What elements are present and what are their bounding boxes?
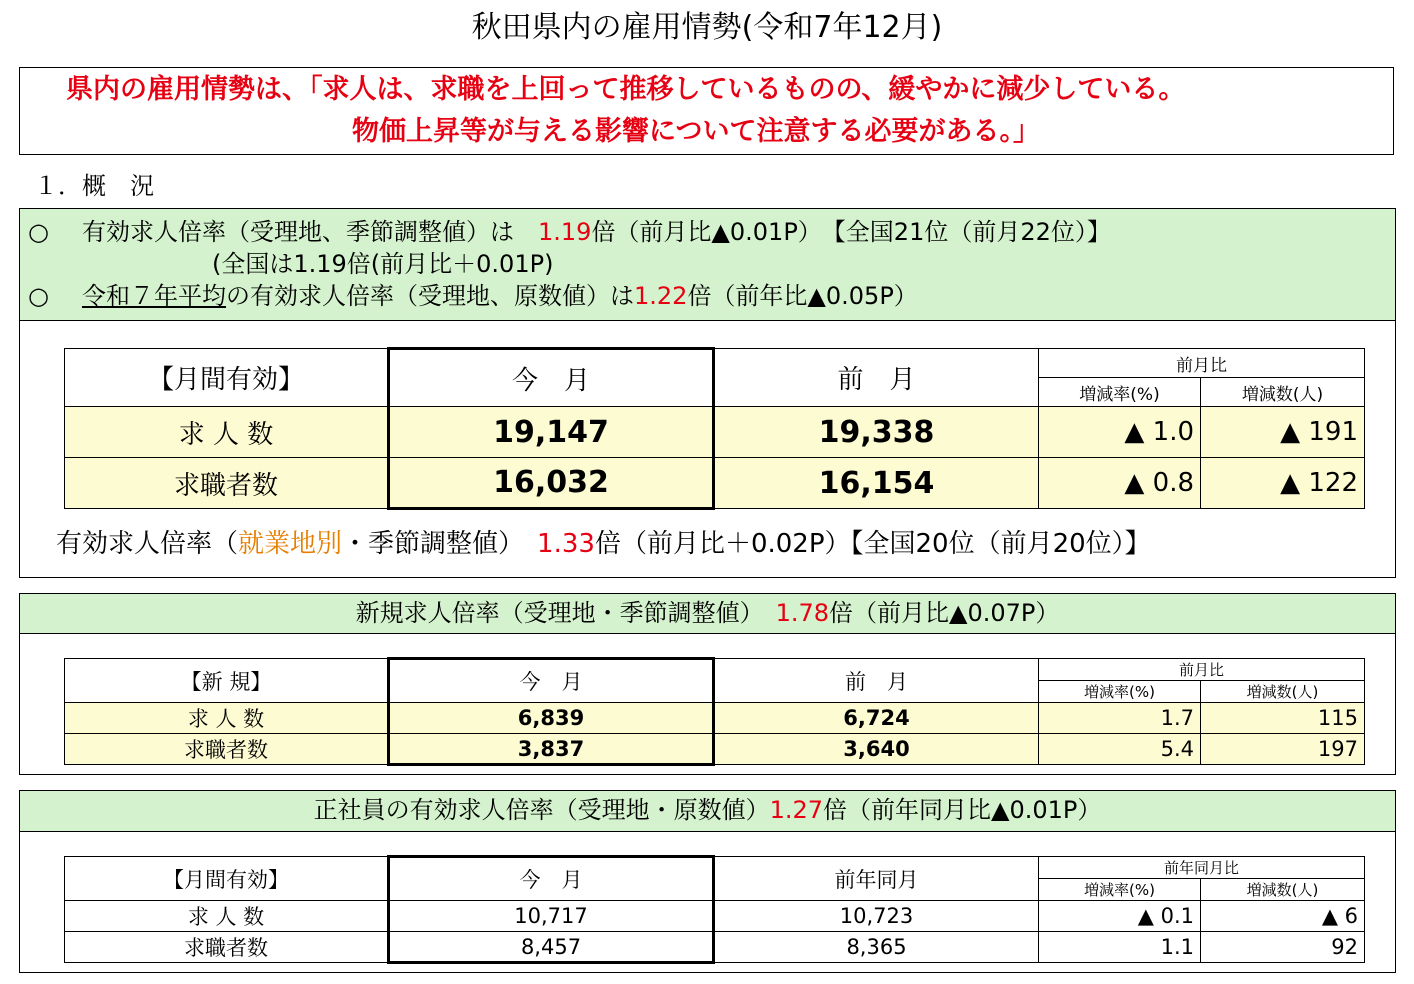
page-title: 秋田県内の雇用情勢(令和7年12月) — [471, 10, 943, 45]
headline-line-2: 物価上昇等が与える影響について注意する必要がある。」 — [352, 116, 1040, 147]
row-label: 求 人 数 — [65, 407, 389, 458]
table-row — [65, 458, 1365, 509]
table1-header-previous: 前 月 — [714, 349, 1039, 407]
change-rate: ▲ 0.1 — [1039, 901, 1201, 932]
current-value: 19,147 — [389, 407, 714, 458]
annual-ratio-value: 1.22 — [634, 282, 688, 310]
previous-value: 8,365 — [714, 932, 1039, 963]
current-value: 10,717 — [389, 901, 714, 932]
table3-header-rate: 増減率(%) — [1039, 879, 1201, 901]
previous-value: 19,338 — [714, 407, 1039, 458]
table1-header-rate: 増減率(%) — [1039, 378, 1201, 407]
workplace-highlight: 就業地別 — [238, 529, 343, 559]
annual-average-label: 令和７年平均 — [82, 282, 226, 310]
new-ratio-line — [20, 594, 1395, 632]
current-value: 6,839 — [389, 703, 714, 734]
row-label: 求 人 数 — [65, 901, 389, 932]
table3-header-previous: 前年同月 — [714, 857, 1039, 901]
summary-row-1-text: 有効求人倍率（受理地、季節調整値）は — [82, 218, 538, 246]
change-count: ▲ 6 — [1201, 901, 1365, 932]
table3-header-label: 【月間有効】 — [65, 857, 389, 901]
table3-header-change: 前年同月比 — [1039, 857, 1365, 879]
bullet-2: ○ — [28, 282, 49, 310]
section-heading: １．概 況 — [34, 172, 154, 200]
table-row — [65, 407, 1365, 458]
table2-header-current: 今 月 — [389, 659, 714, 703]
regular-ratio-line — [20, 791, 1395, 829]
table1-header-count: 増減数(人) — [1201, 378, 1365, 407]
previous-value: 3,640 — [714, 734, 1039, 765]
summary-row-3-suffix: 倍（前年比▲0.05P） — [687, 282, 918, 310]
row-label: 求職者数 — [65, 734, 389, 765]
change-rate: 1.1 — [1039, 932, 1201, 963]
regular-ratio-text: 正社員の有効求人倍率（受理地・原数値） — [313, 796, 770, 824]
current-value: 8,457 — [389, 932, 714, 963]
headline-line-1: 県内の雇用情勢は、「求人は、求職を上回って推移しているものの、緩やかに減少している。 — [66, 74, 1186, 105]
previous-value: 16,154 — [714, 458, 1039, 509]
new-ratio-suffix: 倍（前月比▲0.07P） — [829, 599, 1060, 627]
bullet-1: ○ — [28, 218, 49, 246]
table3-header-count: 増減数(人) — [1201, 879, 1365, 901]
table1-header-change: 前月比 — [1039, 349, 1365, 378]
change-rate: 5.4 — [1039, 734, 1201, 765]
new-ratio-band — [19, 593, 1396, 634]
row-label: 求 人 数 — [65, 703, 389, 734]
table2-header-rate: 増減率(%) — [1039, 681, 1201, 703]
table-row — [65, 901, 1365, 932]
current-value: 3,837 — [389, 734, 714, 765]
workplace-ratio-value: 1.33 — [537, 529, 595, 559]
previous-value: 6,724 — [714, 703, 1039, 734]
table-row — [65, 734, 1365, 765]
change-count: 92 — [1201, 932, 1365, 963]
table2-header-count: 増減数(人) — [1201, 681, 1365, 703]
summary-row-1-suffix: 倍（前月比▲0.01P） 【全国21位（前月22位）】 — [591, 218, 1111, 246]
workplace-ratio-line — [56, 526, 1151, 562]
regular-employee-table — [64, 855, 1365, 964]
summary-row-3-text: の有効求人倍率（受理地、原数値）は — [226, 282, 634, 310]
row-label: 求職者数 — [65, 458, 389, 509]
table2-header-previous: 前 月 — [714, 659, 1039, 703]
current-value: 16,032 — [389, 458, 714, 509]
summary-row-1 — [82, 216, 1111, 248]
table2-header-label: 【新 規】 — [65, 659, 389, 703]
workplace-ratio-suffix: 倍（前月比＋0.02P）【全国20位（前月20位）】 — [594, 529, 1151, 559]
workplace-ratio-text: 有効求人倍率（ — [56, 529, 239, 559]
monthly-effective-table — [64, 347, 1365, 510]
change-rate: 1.7 — [1039, 703, 1201, 734]
table-row — [65, 703, 1365, 734]
workplace-ratio-text-2: ・季節調整値） — [342, 529, 538, 559]
table-row — [65, 932, 1365, 963]
table2-header-change: 前月比 — [1039, 659, 1365, 681]
table3-header-current: 今 月 — [389, 857, 714, 901]
summary-row-3 — [82, 280, 918, 312]
table1-header-current: 今 月 — [389, 349, 714, 407]
summary-row-2: (全国は1.19倍(前月比＋0.01P) — [212, 250, 554, 278]
regular-ratio-band — [19, 790, 1396, 832]
new-jobs-table — [64, 657, 1365, 766]
regular-ratio-value: 1.27 — [769, 796, 824, 824]
table1-header-label: 【月間有効】 — [65, 349, 389, 407]
change-rate: ▲ 1.0 — [1039, 407, 1201, 458]
new-ratio-text: 新規求人倍率（受理地・季節調整値） — [355, 599, 776, 627]
row-label: 求職者数 — [65, 932, 389, 963]
change-rate: ▲ 0.8 — [1039, 458, 1201, 509]
regular-ratio-suffix: 倍（前年同月比▲0.01P） — [823, 796, 1102, 824]
effective-ratio-value: 1.19 — [538, 218, 592, 246]
change-count: 115 — [1201, 703, 1365, 734]
previous-value: 10,723 — [714, 901, 1039, 932]
change-count: 197 — [1201, 734, 1365, 765]
change-count: ▲ 191 — [1201, 407, 1365, 458]
change-count: ▲ 122 — [1201, 458, 1365, 509]
new-ratio-value: 1.78 — [775, 599, 830, 627]
